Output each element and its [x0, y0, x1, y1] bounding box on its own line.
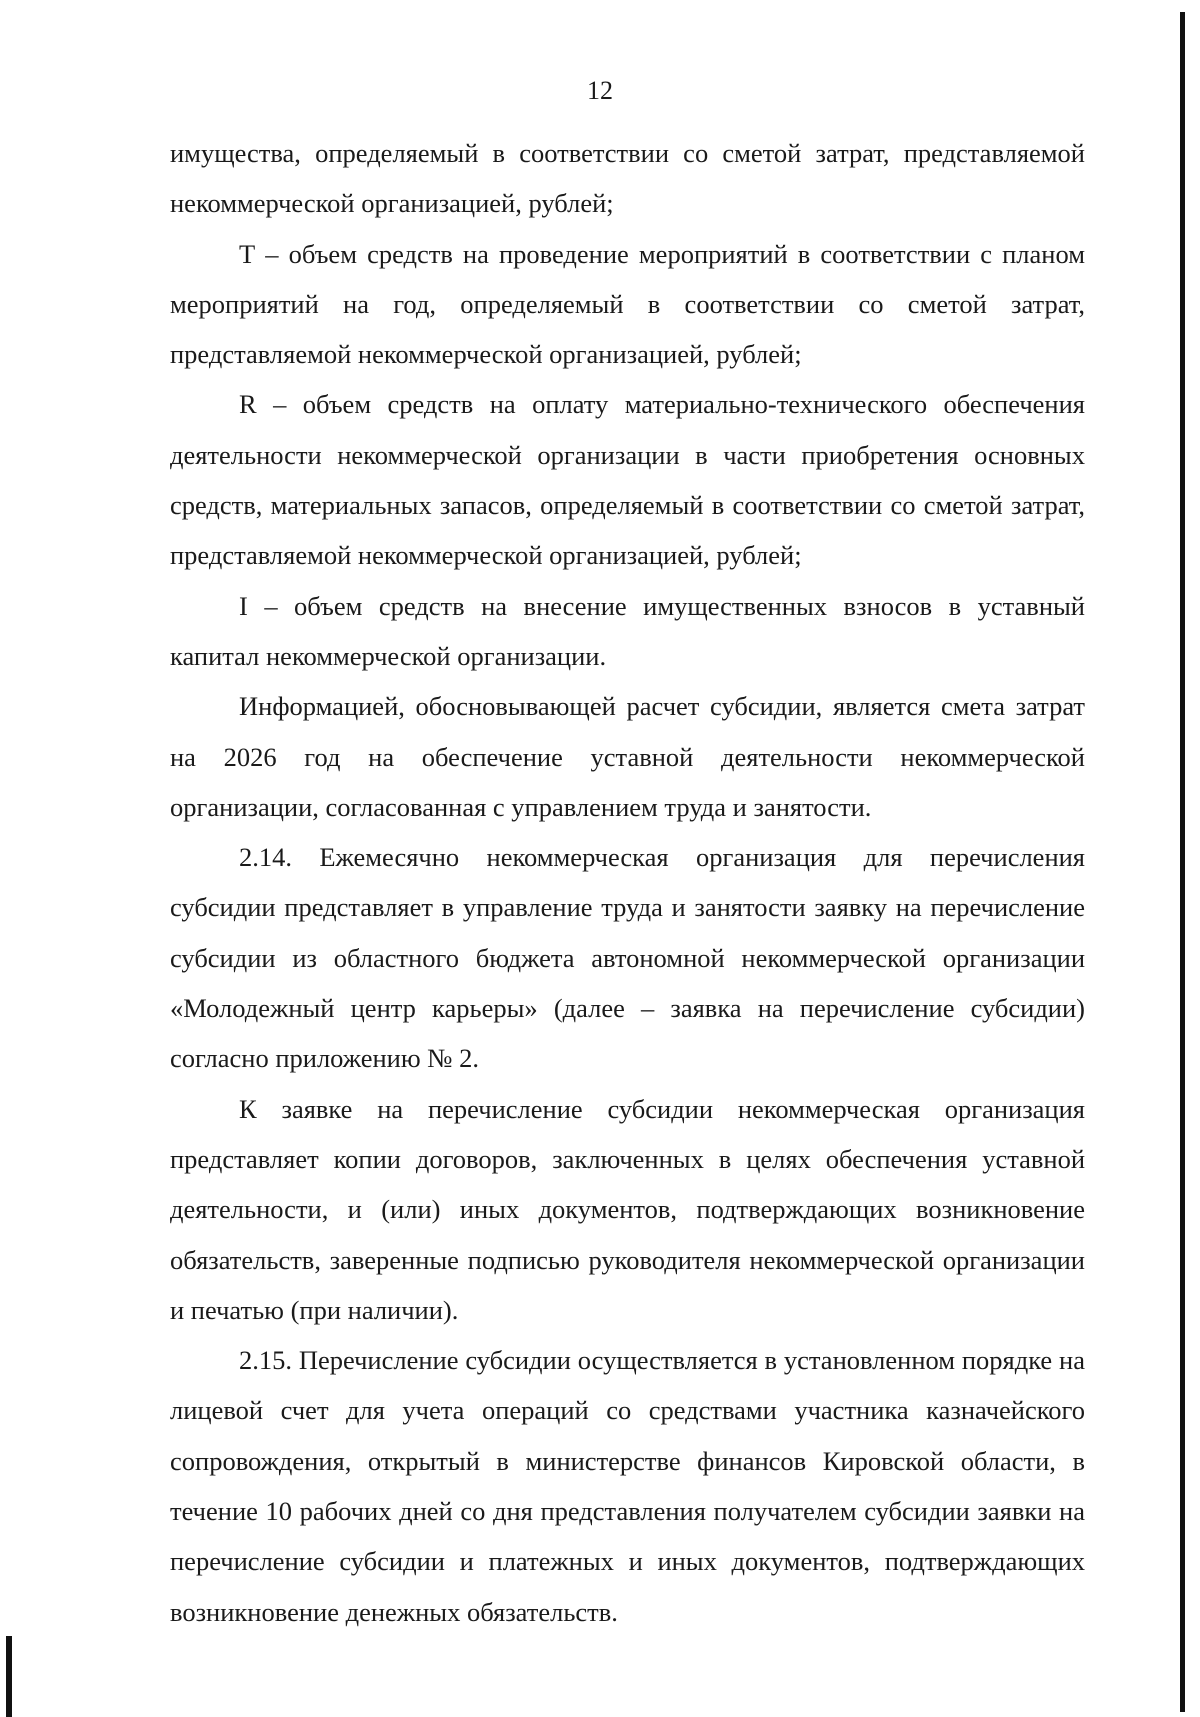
scan-edge-right	[1180, 12, 1185, 1712]
paragraph-request-attachments: К заявке на перечисление субсидии некоммерческая организация представляет копии договоров, заключенных в целях обеспечения уставной деятельности, и (или) иных документов, подтверждающих возникновение обязательств, заверенные подписью руководителя некоммерческой организации и печатью (при наличии).	[170, 1093, 1085, 1325]
body-text	[170, 128, 1085, 1637]
paragraph-continuation: имущества, определяемый в соответствии со сметой затрат, представляемой некоммерческой организацией, рублей;	[170, 138, 1085, 219]
paragraph-justification: Информацией, обосновывающей расчет субсидии, является смета затрат на 2026 год на обеспечение уставной деятельности некоммерческой организации, согласованная с управлением труда и занятости.	[170, 691, 1085, 822]
scan-edge-left	[6, 1636, 12, 1717]
paragraph-2-14: 2.14. Ежемесячно некоммерческая организация для перечисления субсидии представляет в управление труда и занятости заявку на перечисление субсидии из областного бюджета автономной некоммерческой организации «Молодежный центр карьеры» (далее – заявка на перечисление субсидии) согласно приложению № 2.	[170, 842, 1085, 1074]
paragraph-t-definition: Т – объем средств на проведение мероприятий в соответствии с планом мероприятий на год, определяемый в соответствии со сметой затрат, представляемой некоммерческой организацией, рублей;	[170, 238, 1085, 370]
paragraph-r-definition: R – объем средств на оплату материально-технического обеспечения деятельности некоммерческой организации в части приобретения основных средств, материальных запасов, определяемый в соответствии со сметой затрат, представляемой некоммерческой организацией, рублей;	[170, 389, 1085, 571]
paragraph-2-15: 2.15. Перечисление субсидии осуществляется в установленном порядке на лицевой счет для учета операций со средствами участника казначейского сопровождения, открытый в министерстве финансов Кировской области, в течение 10 рабочих дней со дня представления получателем субсидии заявки на перечисление субсидии и платежных и иных документов, подтверждающих возникновение денежных обязательств.	[170, 1345, 1085, 1627]
paragraph-i-definition: I – объем средств на внесение имущественных взносов в уставный капитал некоммерческой организации.	[170, 590, 1085, 671]
page-number: 12	[587, 76, 613, 105]
